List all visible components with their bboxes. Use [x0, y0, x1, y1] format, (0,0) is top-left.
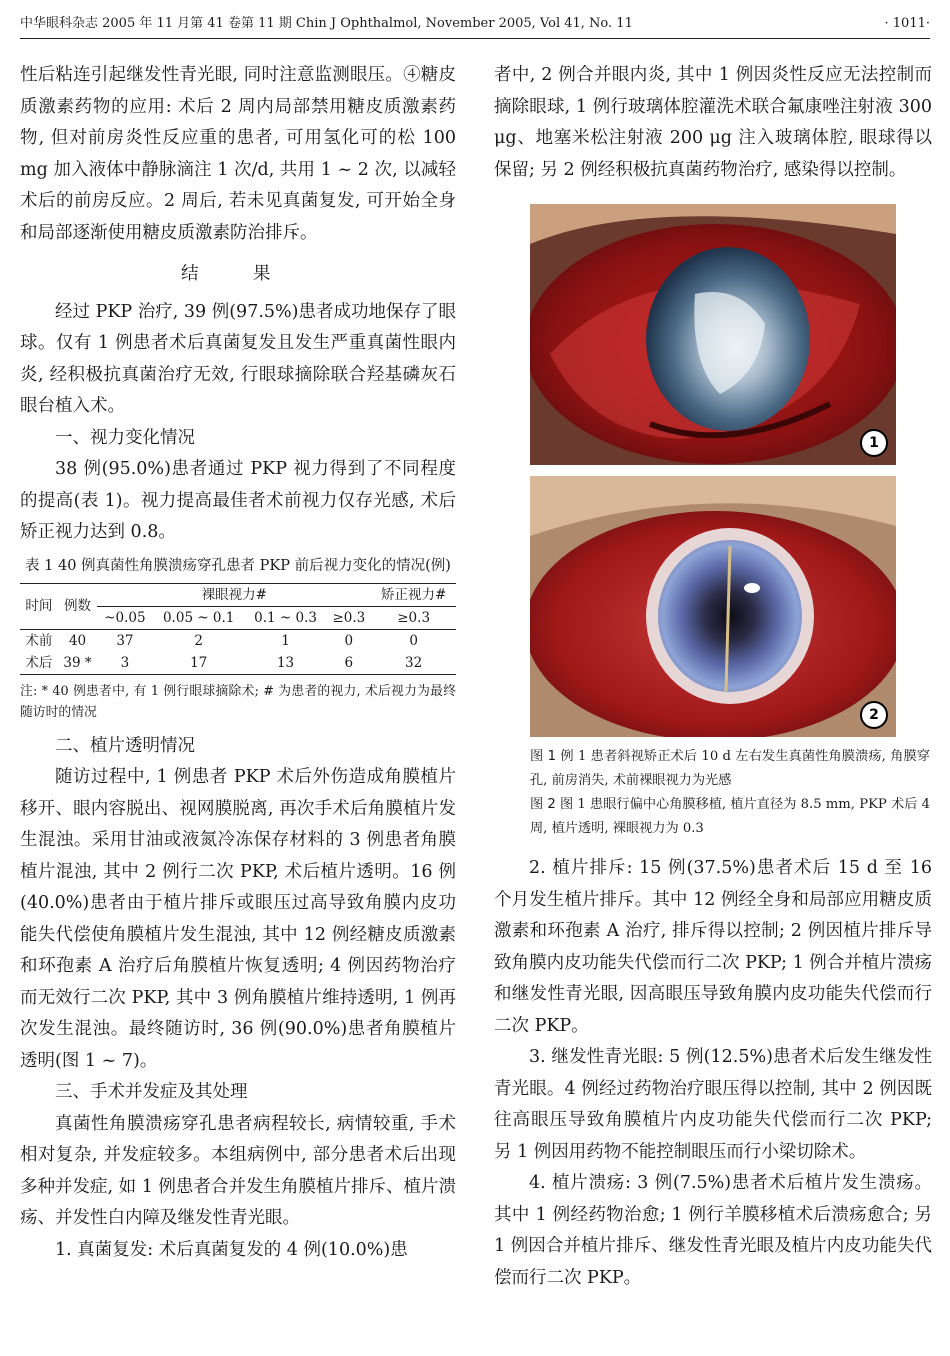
page-number: · 1011·	[884, 16, 930, 31]
table-header-cases: 例数	[64, 598, 92, 614]
table-subheader: ~0.05	[97, 606, 152, 629]
results-heading: 结 果	[180, 264, 296, 284]
eye-photo-1	[530, 204, 896, 465]
eye-photo-2	[530, 476, 896, 737]
paragraph-continuation: 性后粘连引起继发性青光眼, 同时注意监测眼压。④糖皮质激素药物的应用: 术后 2 周内局部禁用糖皮质激素药物, 但对前房炎性反应重的患者, 可用氢化可的松 100 mg 加入液体中静脉滴注 1 次/d, 共用 1 ~ 2 次, 以减轻术后的前房反应。2 周后, 若未见真菌复发, 可开始全身和局部逐渐使用糖皮质激素防治排斥。	[20, 65, 456, 243]
table-cell: 32	[405, 654, 423, 671]
figure-number-badge: 2	[860, 701, 888, 729]
fungal-recurrence-paragraph: 1. 真菌复发: 术后真菌复发的 4 例(10.0%)患	[55, 1239, 408, 1260]
vision-paragraph: 38 例(95.0%)患者通过 PKP 视力得到了不同程度的提高(表 1)。视力提高最佳者术前视力仅存光感, 术后矫正视力达到 0.8。	[20, 459, 456, 542]
glaucoma-paragraph: 3. 继发性青光眼: 5 例(12.5%)患者术后发生继发性青光眼。4 例经过药物治疗眼压得以控制, 其中 2 例因既往高眼压导致角膜植片内皮功能失代偿而行二次 PKP; 另 1 例因用药物不能控制眼压而行小梁切除术。	[494, 1047, 932, 1162]
table-subheader: 0.1 ~ 0.3	[245, 606, 327, 629]
table-header-corrected: 矫正视力#	[371, 583, 456, 606]
paragraph-continuation-right: 者中, 2 例合并眼内炎, 其中 1 例因炎性反应无法控制而摘除眼球, 1 例行玻璃体腔灌洗术联合氟康唑注射液 300 μg、地塞米松注射液 200 μg 注入玻璃体腔, 眼球得以保留; 另 2 例经积极抗真菌药物治疗, 感染得以控制。	[494, 65, 932, 180]
section-title-complications: 三、手术并发症及其处理	[55, 1082, 248, 1102]
table-cell: 3	[120, 654, 130, 671]
journal-citation: 中华眼科杂志 2005 年 11 月第 41 卷第 11 期 Chin J Ophthalmol, November 2005, Vol 41, No. 11	[20, 16, 633, 31]
table-header-naked: 裸眼视力#	[97, 583, 371, 606]
graft-paragraph: 随访过程中, 1 例患者 PKP 术后外伤造成角膜植片移开、眼内容脱出、视网膜脱离, 再次手术后角膜植片发生混浊。采用甘油或液氮冷冻保存材料的 3 例患者角膜植片混浊, 其中 2 例行二次 PKP, 术后植片透明。16 例(40.0%)患者由于植片排斥或眼压过高导致角膜内皮功能失代偿使角膜植片发生混浊, 其中 12 例经糖皮质激素和环孢素 A 治疗后角膜植片恢复透明; 4 例因药物治疗而无效行二次 PKP, 其中 3 例角膜植片维持透明, 1 例再次发生混浊。最终随访时, 36 例(90.0%)患者角膜植片透明(图 1 ~ 7)。	[20, 767, 456, 1071]
table-cell: 1	[281, 632, 290, 649]
figure-1-caption: 例 1 患者斜视矫正术后 10 d 左右发生真菌性角膜溃疡, 角膜穿孔, 前房消失, 术前裸眼视力为光感	[530, 749, 930, 788]
table-cell: 40	[68, 632, 87, 649]
figure-2-caption: 图 1 患眼行偏中心角膜移植, 植片直径为 8.5 mm, PKP 术后 4 周, 植片透明, 裸眼视力为 0.3	[530, 797, 930, 836]
table-note: 注: * 40 例患者中, 有 1 例行眼球摘除术; # 为患者的视力, 术后视力为最终随访时的情况	[20, 683, 456, 720]
graft-ulcer-paragraph: 4. 植片溃疡: 3 例(7.5%)患者术后植片发生溃疡。其中 1 例经药物治愈; 1 例行羊膜移植术后溃疡愈合; 另 1 例因合并植片排斥、继发性青光眼及植片内皮功能失代偿而行二次 PKP。	[494, 1173, 932, 1288]
table-cell: 0	[409, 632, 418, 649]
table-cell: 术前	[25, 632, 53, 649]
table-caption: 表 1 40 例真菌性角膜溃疡穿孔患者 PKP 前后视力变化的情况(例)	[25, 557, 451, 574]
figure-number-badge: 1	[860, 429, 888, 457]
left-column	[20, 60, 456, 1266]
figure-2-label: 图 2	[530, 797, 556, 812]
table-header-time: 时间	[25, 598, 53, 614]
table-cell: 0	[344, 632, 354, 649]
figure-1-label: 图 1	[530, 749, 557, 764]
right-column	[494, 60, 932, 1294]
complications-paragraph: 真菌性角膜溃疡穿孔患者病程较长, 病情较重, 手术相对复杂, 并发症较多。本组病例中, 部分患者术后出现多种并发症, 如 1 例患者合并发生角膜植片排斥、植片溃疡、并发性白内障及继发性青光眼。	[20, 1113, 456, 1228]
table-subheader: 0.05 ~ 0.1	[153, 606, 245, 629]
table-cell: 39 *	[63, 654, 92, 671]
table-cell: 2	[194, 632, 203, 649]
vision-table	[20, 583, 456, 675]
table-row	[20, 629, 456, 652]
table-cell: 13	[276, 654, 295, 671]
running-header	[20, 10, 930, 39]
figure-block	[530, 204, 896, 737]
table-cell: 37	[116, 632, 134, 649]
section-title-vision: 一、视力变化情况	[55, 427, 195, 448]
section-title-graft: 二、植片透明情况	[55, 735, 195, 756]
table-subheader: ≥0.3	[326, 606, 371, 629]
graft-rejection-paragraph: 2. 植片排斥: 15 例(37.5%)患者术后 15 d 至 16 个月发生植片排斥。其中 12 例经全身和局部应用糖皮质激素和环孢素 A 治疗, 排斥得以控制; 2 例因植片排斥导致角膜内皮功能失代偿而行二次 PKP; 1 例合并植片溃疡和继发性青光眼, 因高眼压导致角膜内皮功能失代偿而行二次 PKP。	[494, 858, 932, 1036]
results-paragraph: 经过 PKP 治疗, 39 例(97.5%)患者成功地保存了眼球。仅有 1 例患者术后真菌复发且发生严重真菌性眼内炎, 经积极抗真菌治疗无效, 行眼球摘除联合羟基磷灰石眼台植入术。	[20, 301, 456, 416]
table-cell: 术后	[25, 654, 53, 671]
table-row	[20, 652, 456, 675]
table-subheader: ≥0.3	[371, 606, 456, 629]
table-cell: 17	[190, 654, 208, 671]
figure-caption	[530, 745, 930, 841]
table-cell: 6	[344, 654, 354, 671]
